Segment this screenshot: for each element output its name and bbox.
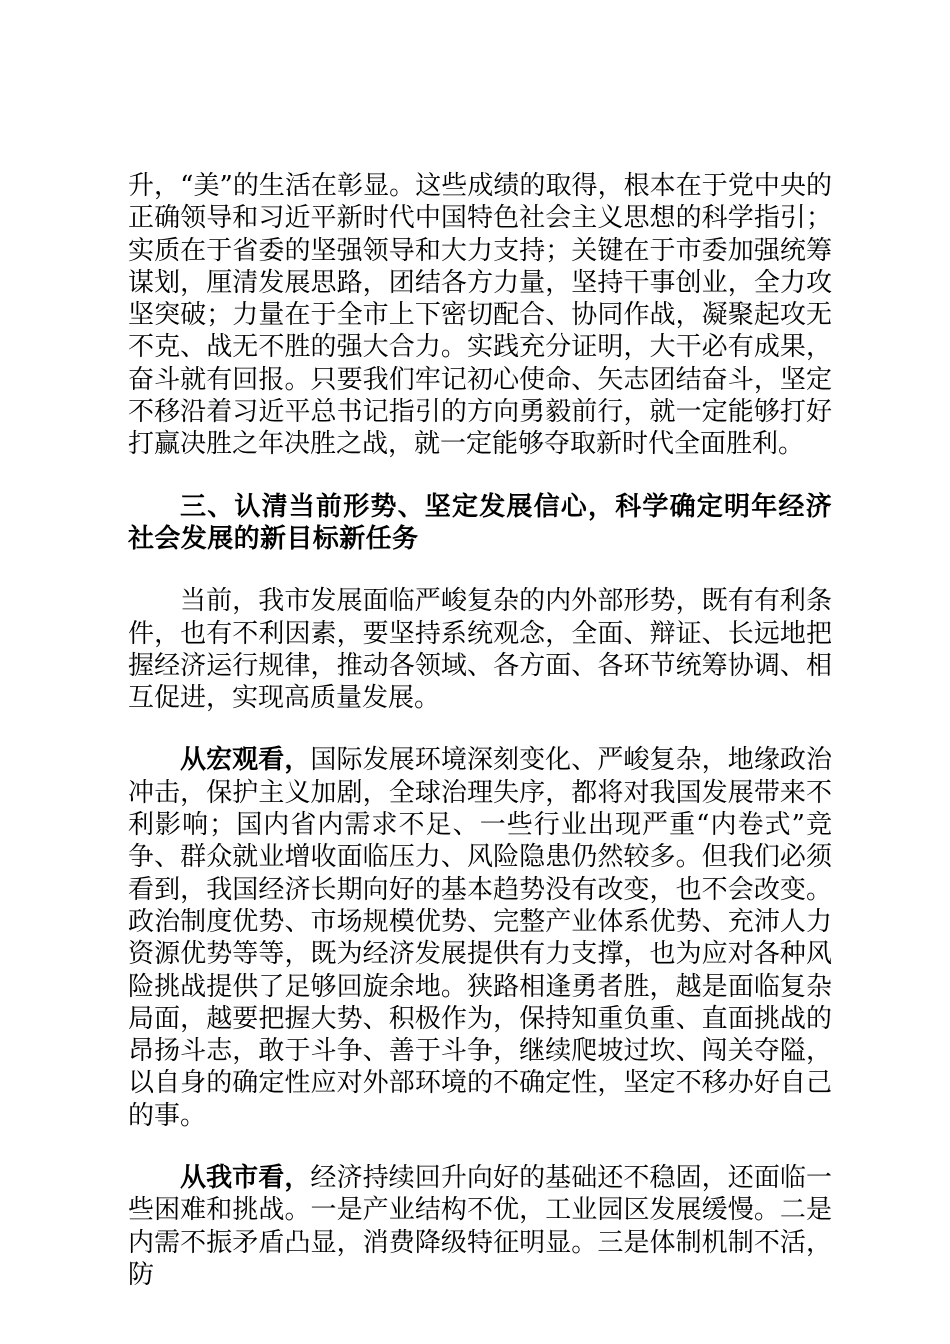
paragraph-achievements: 升，“美”的生活在彰显。这些成绩的取得，根本在于党中央的正确领导和习近平新时代中国特色社会主义思想的科学指引；实质在于省委的坚强领导和大力支持；关键在于市委加强统筹谋划，厘清发展思路，团结各方力量，坚持干事创业，全力攻坚突破；力量在于全市上下密切配合、协同作战，凝聚起攻无不克、战无不胜的强大合力。实践充分证明，大干必有成果，奋斗就有回报。只要我们牢记初心使命、矢志团结奋斗，坚定不移沿着习近平总书记指引的方向勇毅前行，就一定能够打好打赢决胜之年决胜之战，就一定能够夺取新时代全面胜利。 [128,171,832,460]
section-heading-3: 三、认清当前形势、坚定发展信心，科学确定明年经济社会发展的新目标新任务 [128,491,832,554]
paragraph-macro-view [128,744,832,1132]
macro-view-body: 国际发展环境深刻变化、严峻复杂，地缘政治冲击，保护主义加剧，全球治理失序，都将对我国发展带来不利影响；国内省内需求不足、一些行业出现严重“内卷式”竞争、群众就业增收面临压力、风险隐患仍然较多。但我们必须看到，我国经济长期向好的基本趋势没有改变，也不会改变。政治制度优势、市场规模优势、完整产业体系优势、充沛人力资源优势等等，既为经济发展提供有力支撑，也为应对各种风险挑战提供了足够回旋余地。狭路相逢勇者胜，越是面临复杂局面，越要把握大势、积极作为，保持知重负重、直面挑战的昂扬斗志，敢于斗争、善于斗争，继续爬坡过坎、闯关夺隘，以自身的确定性应对外部环境的不确定性，坚定不移办好自己的事。 [128,745,832,1131]
city-view-body: 经济持续回升向好的基础还不稳固，还面临一些困难和挑战。一是产业结构不优，工业园区发展缓慢。二是内需不振矛盾凸显，消费降级特征明显。三是体制机制不活，防 [128,1163,832,1290]
paragraph-current-situation: 当前，我市发展面临严峻复杂的内外部形势，既有有利条件，也有不利因素，要坚持系统观念，全面、辩证、长远地把握经济运行规律，推动各领域、各方面、各环节统筹协调、相互促进，实现高质量发展。 [128,586,832,714]
document-page [128,170,832,1291]
macro-view-lead: 从宏观看， [180,745,311,776]
city-view-lead: 从我市看， [180,1163,311,1194]
paragraph-city-view [128,1162,832,1291]
